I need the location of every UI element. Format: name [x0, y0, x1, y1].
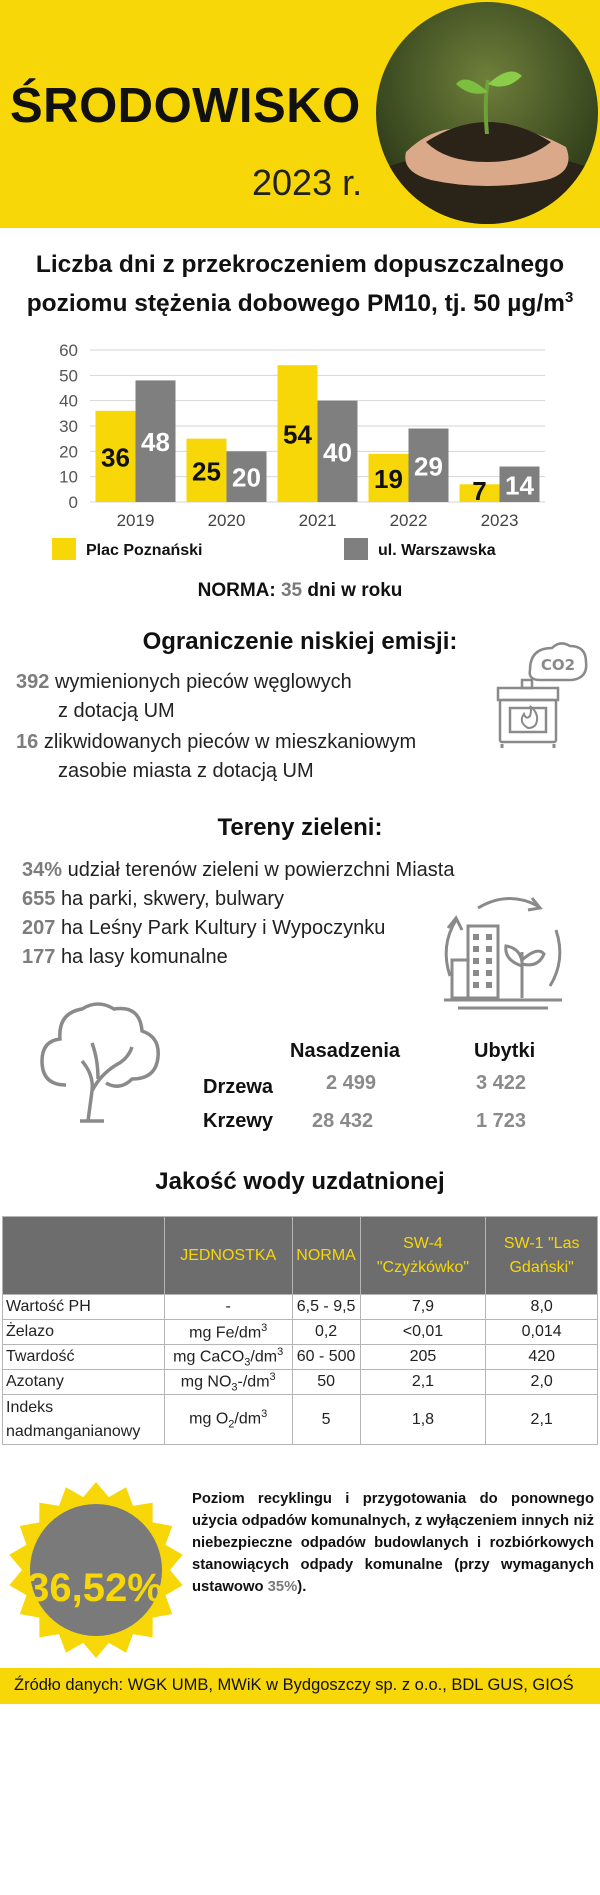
emission-heading: Ograniczenie niskiej emisji:	[142, 628, 458, 655]
table-header-cell: SW-4 "Czyżkówko"	[360, 1217, 486, 1295]
y-tick-label: 0	[68, 493, 78, 512]
water-heading: Jakość wody uzdatnionej	[155, 1168, 445, 1195]
unit-text: mg Fe/dm	[189, 1324, 262, 1342]
y-tick-label: 10	[59, 467, 78, 487]
green-stat	[22, 856, 454, 885]
unit-tail: /dm	[250, 1348, 278, 1366]
y-tick-label: 20	[59, 442, 78, 462]
emission-stat-number: 392	[16, 671, 50, 693]
data-label: 20	[232, 462, 261, 493]
param-unit: -	[164, 1295, 292, 1320]
unit-sub: 3	[231, 1381, 238, 1394]
data-label: 40	[323, 437, 352, 468]
data-label: 36	[101, 442, 130, 473]
data-label: 7	[472, 476, 487, 506]
param-sw1: 2,1	[486, 1395, 598, 1445]
green-stat-number: 177	[22, 946, 56, 968]
unit-text: mg NO	[180, 1373, 232, 1391]
unit-sup: 3	[269, 1370, 276, 1383]
norma-prefix: NORMA:	[197, 580, 276, 601]
emission-stat-stoves-removed	[16, 728, 416, 786]
table-row	[3, 1320, 598, 1345]
table-header-row	[3, 1217, 598, 1295]
green-heading: Tereny zieleni:	[217, 814, 383, 841]
param-norm: 6,5 - 9,5	[292, 1295, 360, 1320]
tree-icon	[36, 995, 166, 1125]
unit-sub: 3	[244, 1356, 251, 1369]
pm10-chart-title	[0, 248, 600, 320]
green-stat	[22, 943, 228, 972]
recycling-description	[192, 1488, 594, 1598]
planting-value-planted: 2 499	[326, 1072, 377, 1094]
unit-sup: 3	[261, 1321, 268, 1334]
recycling-text: Poziom recyklingu i przygotowania do ponownego użycia odpadów komunalnych, z wyłączeniem innych niż niebezpieczne odpadów budowlanych i rozbiórkowych stanowiących odpady komunalne (przy wymaganych ustawowo	[192, 1491, 594, 1595]
param-sw1: 8,0	[486, 1295, 598, 1320]
param-norm: 0,2	[292, 1320, 360, 1345]
unit-sup: 3	[277, 1345, 284, 1358]
x-tick-label: 2023	[480, 511, 519, 530]
green-stat	[22, 885, 284, 914]
norma-value: 35	[280, 580, 303, 601]
param-sw4: 7,9	[360, 1295, 486, 1320]
table-header-cell: SW-1 "Las Gdański"	[486, 1217, 598, 1295]
param-unit	[164, 1345, 292, 1370]
y-tick-label: 30	[59, 417, 78, 436]
x-tick-label: 2020	[207, 511, 246, 530]
table-header-cell: NORMA	[292, 1217, 360, 1295]
param-sw1: 0,014	[486, 1320, 598, 1345]
norma-suffix: dni w roku	[307, 580, 403, 601]
param-norm: 60 - 500	[292, 1345, 360, 1370]
unit-text: mg CaCO	[173, 1348, 245, 1366]
param-sw4: <0,01	[360, 1320, 486, 1345]
param-unit	[164, 1395, 292, 1445]
page-year: 2023 r.	[252, 162, 363, 203]
pm10-title-sup: 3	[564, 289, 574, 306]
recycling-text-end: ).	[297, 1579, 307, 1595]
planting-row-label: Krzewy	[203, 1110, 274, 1132]
unit-tail: /dm	[234, 1410, 262, 1428]
unit-sup: 3	[261, 1408, 268, 1421]
green-stat-number: 34%	[22, 859, 63, 881]
data-label: 48	[141, 427, 170, 458]
pm10-title-line2	[0, 281, 600, 320]
param-name: Indeks nadmanganianowy	[3, 1395, 165, 1445]
planting-col-lost: Ubytki	[474, 1040, 536, 1062]
data-label: 14	[505, 470, 534, 501]
emission-stat-number: 16	[16, 731, 39, 753]
pm10-title-text: poziomu stężenia dobowego PM10, tj. 50 µg/m	[26, 290, 565, 318]
recycling-value: 36,52%	[27, 1566, 163, 1610]
data-label: 29	[414, 451, 443, 482]
table-header-cell: JEDNOSTKA	[164, 1217, 292, 1295]
param-name: Twardość	[3, 1345, 165, 1370]
green-stat-text: ha Leśny Park Kultury i Wypoczynku	[60, 917, 386, 939]
param-sw1: 2,0	[486, 1370, 598, 1395]
param-name: Żelazo	[3, 1320, 165, 1345]
legend-swatch	[344, 538, 368, 560]
data-label: 25	[192, 456, 221, 487]
unit-text: mg O	[189, 1410, 229, 1428]
param-sw4: 1,8	[360, 1395, 486, 1445]
param-sw4: 2,1	[360, 1370, 486, 1395]
co2-label: CO2	[540, 656, 576, 674]
x-tick-label: 2021	[298, 511, 337, 530]
planting-col-planted: Nasadzenia	[290, 1040, 401, 1062]
pm10-title-line1: Liczba dni z przekroczeniem dopuszczalnego	[35, 251, 565, 278]
planting-value-planted: 28 432	[312, 1110, 374, 1132]
norma-line	[0, 580, 600, 602]
table-row	[3, 1345, 598, 1370]
stove-co2-icon	[490, 640, 590, 750]
planting-value-lost: 1 723	[476, 1110, 527, 1132]
green-stat-number: 655	[22, 888, 56, 910]
pm10-bar-chart	[0, 330, 600, 570]
table-row	[3, 1395, 598, 1445]
emission-stat-stoves-replaced	[16, 668, 352, 726]
x-tick-label: 2019	[116, 511, 155, 530]
table-row	[3, 1295, 598, 1320]
data-label: 54	[283, 419, 312, 450]
water-quality-table	[2, 1216, 598, 1445]
page-title: ŚRODOWISKO	[10, 79, 361, 133]
table-header-cell	[3, 1217, 165, 1295]
recycling-required: 35%	[267, 1579, 298, 1595]
emission-stat-continuation: zasobie miasta z dotacją UM	[58, 760, 314, 782]
y-tick-label: 50	[59, 366, 78, 386]
legend-label: Plac Poznański	[86, 542, 203, 559]
green-city-icon	[438, 890, 568, 1015]
emission-stat-text: zlikwidowanych pieców w mieszkaniowym	[43, 731, 417, 753]
param-name: Wartość PH	[3, 1295, 165, 1320]
green-stat-number: 207	[22, 917, 56, 939]
param-norm: 5	[292, 1395, 360, 1445]
legend-label: ul. Warszawska	[378, 542, 496, 559]
unit-tail: -/dm	[237, 1373, 270, 1391]
green-stat-text: udział terenów zieleni w powierzchni Miasta	[67, 859, 455, 881]
emission-stat-continuation: z dotacją UM	[58, 700, 175, 722]
param-unit	[164, 1370, 292, 1395]
source-text: Źródło danych: WGK UMB, MWiK w Bydgoszczy sp. z o.o., BDL GUS, GIOŚ	[14, 1676, 574, 1694]
param-unit	[164, 1320, 292, 1345]
param-sw1: 420	[486, 1345, 598, 1370]
planting-value-lost: 3 422	[476, 1072, 527, 1094]
param-sw4: 205	[360, 1345, 486, 1370]
data-label: 19	[374, 463, 403, 494]
green-stat	[22, 914, 385, 943]
green-stat-text: ha parki, skwery, bulwary	[60, 888, 284, 910]
emission-stat-text: wymienionych pieców węglowych	[54, 671, 352, 693]
soil-plant-photo	[376, 2, 598, 224]
x-tick-label: 2022	[389, 511, 428, 530]
param-name: Azotany	[3, 1370, 165, 1395]
table-row	[3, 1370, 598, 1395]
unit-sub: 2	[228, 1418, 235, 1431]
param-norm: 50	[292, 1370, 360, 1395]
planting-row-label: Drzewa	[203, 1076, 274, 1098]
green-stat-text: ha lasy komunalne	[60, 946, 228, 968]
y-tick-label: 60	[59, 341, 78, 360]
y-tick-label: 40	[59, 391, 78, 411]
legend-swatch	[52, 538, 76, 560]
